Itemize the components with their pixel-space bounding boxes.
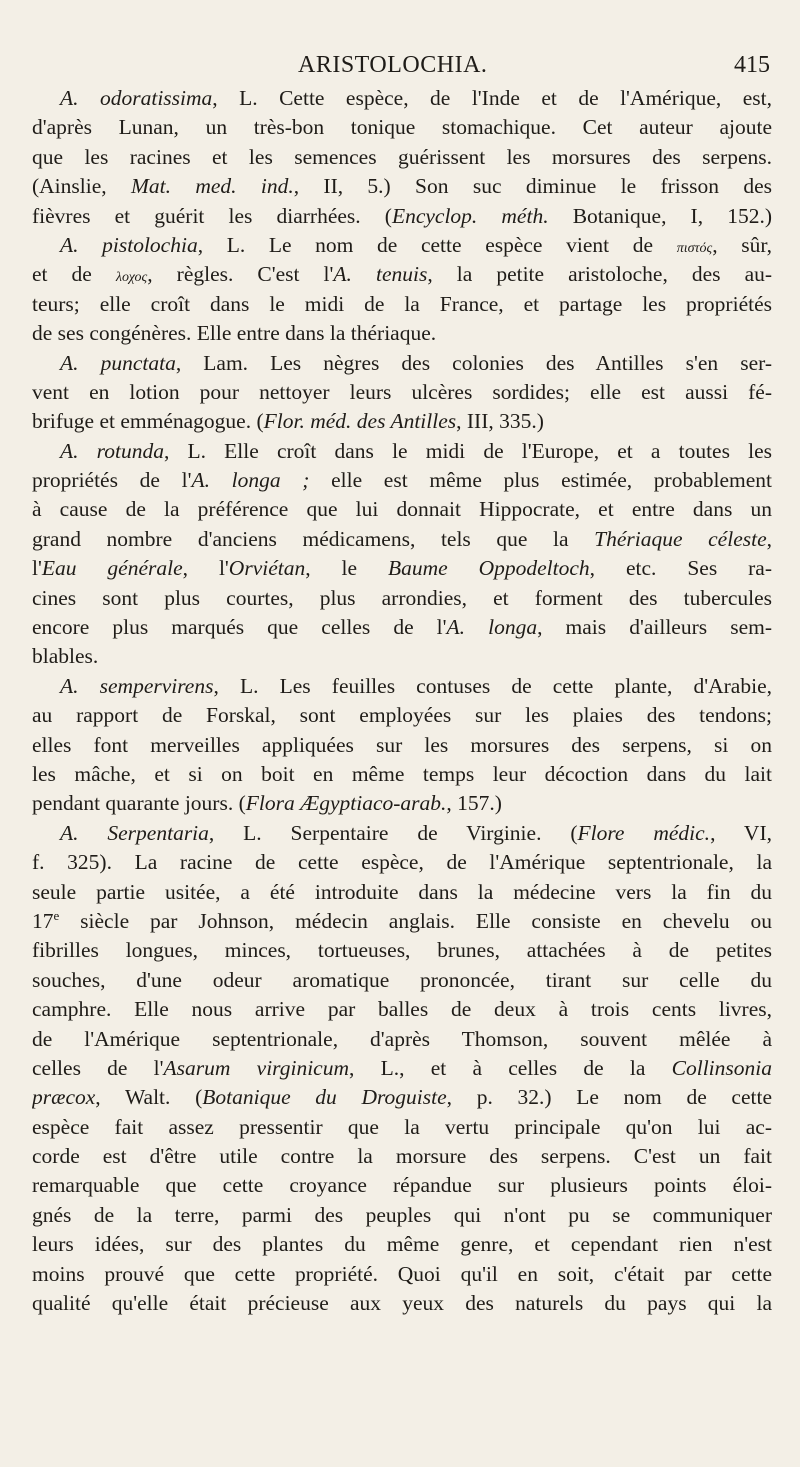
text-line: A. odoratissima, L. Cette espèce, de l'Inde et de l'Amérique, est, <box>60 86 772 110</box>
text-line: camphre. Elle nous arrive par balles de deux à trois cents livres, <box>32 997 772 1022</box>
text-line: les mâche, et si on boit en même temps leur décoction dans du lait <box>32 761 772 786</box>
text-line: grand nombre d'anciens médicamens, tels que la Thériaque céleste, <box>32 526 772 551</box>
text-line: moins prouvé que cette propriété. Quoi qu'il en soit, c'était par cette <box>32 1261 772 1286</box>
text-line: præcox, Walt. (Botanique du Droguiste, p. 32.) Le nom de cette <box>32 1085 772 1110</box>
text-line: teurs; elle croît dans le midi de la France, et partage les propriétés <box>32 291 772 316</box>
text-line: A. punctata, Lam. Les nègres des colonies des Antilles s'en ser- <box>60 350 772 375</box>
text-line: l'Eau générale, l'Orviétan, le Baume Oppodeltoch, etc. Ses ra- <box>32 556 772 581</box>
text-line: cines sont plus courtes, plus arrondies, et forment des tubercules <box>32 585 772 610</box>
text-line: f. 325). La racine de cette espèce, de l'Amérique septentrionale, la <box>32 850 772 875</box>
text-line: (Ainslie, Mat. med. ind., II, 5.) Son suc diminue le frisson des <box>32 174 772 199</box>
text-line: celles de l'Asarum virginicum, L., et à celles de la Collinsonia <box>32 1055 772 1080</box>
text-line: d'après Lunan, un très-bon tonique stomachique. Cet auteur ajoute <box>32 115 772 140</box>
text-line: remarquable que cette croyance répandue sur plusieurs points éloi- <box>32 1173 772 1198</box>
body-text <box>32 84 772 1318</box>
text-line: gnés de la terre, parmi des peuples qui n'ont pu se communiquer <box>32 1202 772 1227</box>
text-line: propriétés de l'A. longa ; elle est même plus estimée, probablement <box>32 468 772 493</box>
text-line: pendant quarante jours. (Flora Ægyptiaco-arab., 157.) <box>32 791 502 816</box>
text-line: vent en lotion pour nettoyer leurs ulcères sordides; elle est aussi fé- <box>32 379 772 404</box>
running-title: ARISTOLOCHIA. <box>298 52 488 78</box>
text-line: seule partie usitée, a été introduite dans la médecine vers la fin du <box>32 879 772 904</box>
text-line: 17e siècle par Johnson, médecin anglais. Elle consiste en chevelu ou <box>32 907 772 933</box>
text-line: au rapport de Forskal, sont employées sur les plaies des tendons; <box>32 703 772 728</box>
page-number: 415 <box>734 52 770 78</box>
text-line: souches, d'une odeur aromatique prononcée, tirant sur celle du <box>32 967 772 992</box>
text-line: fièvres et guérit les diarrhées. (Encyclop. méth. Botanique, I, 152.) <box>32 203 772 228</box>
text-line: elles font merveilles appliquées sur les morsures des serpens, si on <box>32 732 772 757</box>
text-line: que les racines et les semences guérissent les morsures des serpens. <box>32 144 772 169</box>
text-line: corde est d'être utile contre la morsure des serpens. C'est un fait <box>32 1144 772 1169</box>
text-line: à cause de la préférence que lui donnait Hippocrate, et entre dans un <box>32 497 772 522</box>
text-line: leurs idées, sur des plantes du même genre, et cependant rien n'est <box>32 1232 772 1257</box>
text-line: A. sempervirens, L. Les feuilles contuses de cette plante, d'Arabie, <box>60 673 772 698</box>
text-line: A. pistolochia, L. Le nom de cette espèce vient de πιστός, sûr, <box>60 232 772 257</box>
text-line: encore plus marqués que celles de l'A. longa, mais d'ailleurs sem- <box>32 615 772 640</box>
text-line: brifuge et emménagogue. (Flor. méd. des Antilles, III, 335.) <box>32 409 544 434</box>
text-line: blables. <box>32 644 99 669</box>
text-line: qualité qu'elle était précieuse aux yeux des naturels du pays qui la <box>32 1291 772 1316</box>
text-line: de ses congénères. Elle entre dans la thériaque. <box>32 321 437 346</box>
text-line: A. Serpentaria, L. Serpentaire de Virginie. (Flore médic., VI, <box>60 820 772 845</box>
text-line: et de λοχος, règles. C'est l'A. tenuis, la petite aristoloche, des au- <box>32 262 772 287</box>
text-line: de l'Amérique septentrionale, d'après Thomson, souvent mêlée à <box>32 1026 772 1051</box>
text-line: espèce fait assez pressentir que la vertu principale qu'on lui ac- <box>32 1114 772 1139</box>
page-header <box>0 50 800 86</box>
text-line: A. rotunda, L. Elle croît dans le midi de l'Europe, et a toutes les <box>60 438 772 463</box>
text-line: fibrilles longues, minces, tortueuses, brunes, attachées à de petites <box>32 938 772 963</box>
